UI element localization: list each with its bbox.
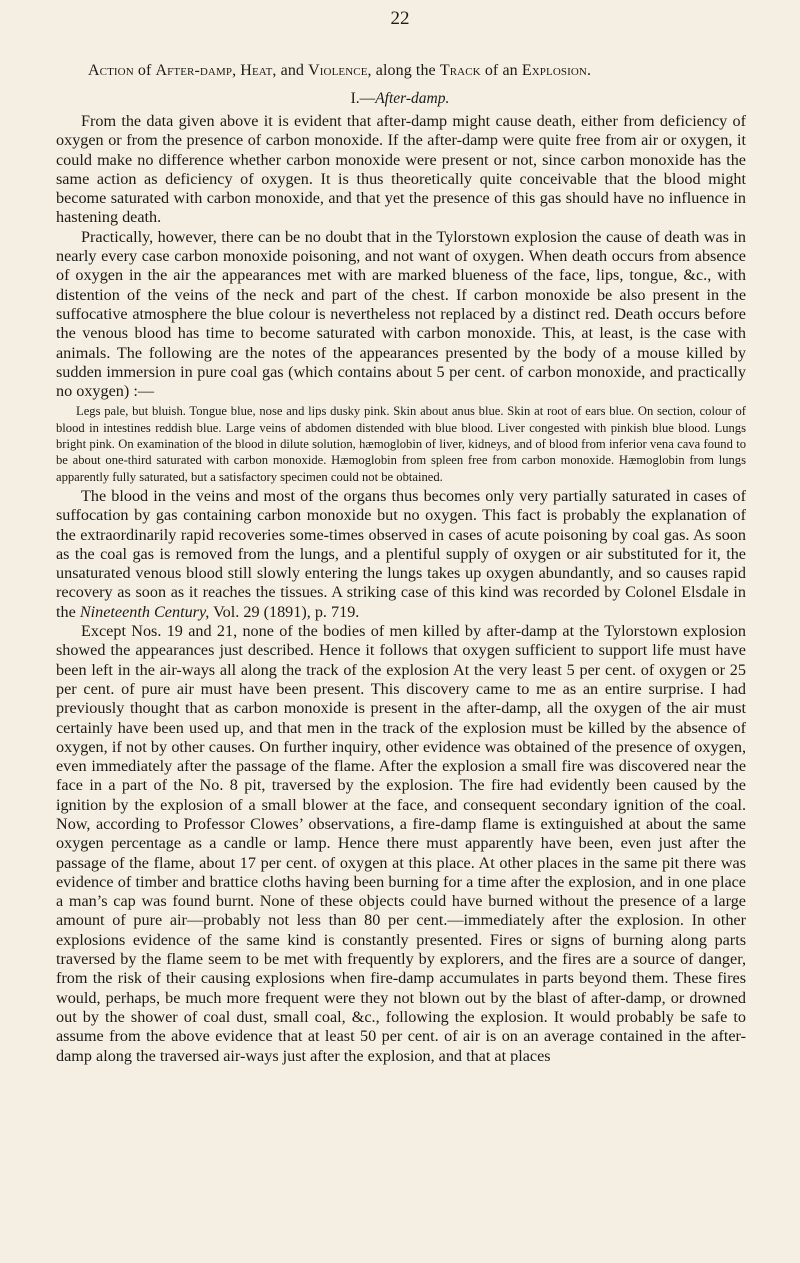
paragraph-4 — [56, 487, 746, 622]
heading-word-action: Action — [88, 62, 134, 79]
paragraph-5: Except Nos. 19 and 21, none of the bodies of men killed by after-damp at the Tylorstown explosion showed the appearances just described. Hence it follows that oxygen sufficient to support life must have been left in the air-ways all along the track of the explosion At the very least 5 per cent. of oxygen or 25 per cent. of pure air must have been present. This discovery came to me as an entire surprise. I had previously thought that as carbon monoxide is present in the after-damp, all the oxygen of the air must certainly have been used up, and that men in the track of the explosion must be killed by the absence of oxygen, if not by other causes. On further inquiry, other evidence was obtained of the presence of oxygen, even immediately after the passage of the flame. After the explosion a small fire was discovered near the face in a part of the No. 8 pit, traversed by the explosion. The fire had evidently been caused by the ignition by the explosion of a small blower at the face, and consequent secondary ignition of the coal. Now, according to Professor Clowes’ observations, a fire-damp flame is extinguished at about the same oxygen percentage as a candle or lamp. Hence there must apparently have been, even just after the passage of the flame, about 17 per cent. of oxygen at this place. At other places in the same pit there was evidence of timber and brattice cloths having been burning for a time after the explosion, and in one place a man’s cap was found burnt. None of these objects could have burned without the presence of a large amount of pure air—probably not less than 80 per cent.—immediately after the explosion. In other explosions evidence of the same kind is constantly presented. Fires or signs of burning along parts traversed by the flame seem to be met with frequently by explorers, and the fires are a source of danger, from the risk of their causing explosions when fire-damp accumulates in parts beyond them. These fires would, perhaps, be much more frequent were they not blown out by the blast of after-damp, or drowned out by the shower of coal dust, small coal, &c., following the explosion. It would probably be safe to assume from the above evidence that at least 50 per cent. of air is on an average contained in the after-damp along the traversed air-ways just after the explosion, and that at places — [56, 622, 746, 1065]
journal-title: Nineteenth Century, — [79, 602, 210, 621]
subsection-number: I.— — [350, 90, 376, 107]
heading-word-and: and — [280, 62, 305, 79]
heading-word-explosion: Explosion. — [521, 62, 592, 79]
mouse-notes-paragraph: Legs pale, but bluish. Tongue blue, nose and lips dusky pink. Skin about anus blue. Skin at root of ears blue. On section, colour of blood in intestines reddish blue. Large veins of abdomen distended with blue blood. Liver congested with pinkish blue blood. Lungs bright pink. On examination of the blood in dilute solution, hæmoglobin of liver, kidneys, and of blood from inferior vena cava found to be about one-third saturated with carbon monoxide. Hæmoglobin from spleen free from carbon monoxide. Hæmoglobin from lungs apparently fully saturated, but a satisfactory specimen could not be obtained. — [56, 404, 746, 484]
paragraph-1: From the data given above it is evident that after-damp might cause death, either from deficiency of oxygen or from the presence of carbon monoxide. If the after-damp were quite free from air or oxygen, it could make no difference whether carbon monoxide were present or not, since carbon monoxide has the same action as deficiency of oxygen. It is thus theoretically quite conceivable that the blood might become saturated with carbon monoxide, and that yet the presence of this gas should have no influence in hastening death. — [56, 112, 746, 227]
subsection-title: After-damp. — [375, 90, 450, 107]
heading-word-along-the: along the — [375, 62, 436, 79]
heading-word-track: Track — [439, 62, 481, 79]
heading-word-of-an: of an — [484, 62, 518, 79]
heading-word-of: of — [137, 62, 152, 79]
body-text — [56, 112, 746, 1066]
heading-word-violence: Violence, — [308, 62, 372, 79]
paragraph-4-text-a: The blood in the veins and most of the organs thus becomes only very partially saturated in cases of suffocation by gas containing carbon monoxide but no oxygen. This fact is probably the explanation of the extraordinarily rapid recoveries some-times observed in cases of acute poisoning by coal gas. As soon as the coal gas is removed from the lungs, and a plentiful supply of oxygen or air substituted for it, the unsaturated venous blood still slowly entering the lungs takes up oxygen abundantly, and so causes rapid recovery as soon as it reaches the tissues. A striking case of this kind was recorded by Colonel Elsdale in the — [56, 486, 746, 621]
paragraph-2: Practically, however, there can be no doubt that in the Tylorstown explosion the cause of death was in nearly every case carbon monoxide poisoning, and not want of oxygen. When death occurs from absence of oxygen in the air the appearances met with are marked blueness of the face, lips, tongue, &c., with distention of the veins of the neck and part of the chest. If carbon monoxide be also present in the suffocative atmosphere the blue colour is nevertheless not replaced by a distinct red. Death occurs before the venous blood has time to become saturated with carbon monoxide. This, at least, is the case with animals. The following are the notes of the appearances presented by the body of a mouse killed by sudden immersion in pure coal gas (which contains about 5 per cent. of carbon monoxide, and practically no oxygen) :— — [56, 227, 746, 401]
heading-word-heat: Heat, — [240, 62, 277, 79]
page-number: 22 — [390, 8, 410, 29]
subsection-heading — [0, 90, 800, 108]
section-heading — [88, 62, 591, 80]
paragraph-4-text-b: Vol. 29 (1891), p. 719. — [209, 602, 360, 621]
heading-word-after-damp: After-damp, — [155, 62, 237, 79]
